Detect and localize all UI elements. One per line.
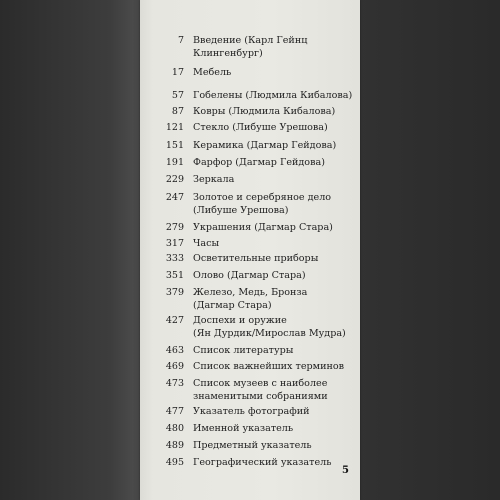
toc-page-number: 480 [165,423,184,434]
toc-title: Список важнейших терминов [193,361,345,372]
toc-title: Доспехи и оружие (Ян Дурдик/Мирослав Мудра) [193,315,346,339]
toc-title: Список литературы [193,345,294,356]
toc-page-number: 473 [165,378,184,389]
toc-page-number: 495 [165,457,184,468]
toc-title: Список музеев с наиболее знаменитыми собраниями [193,378,328,402]
toc-title: Предметный указатель [193,440,312,451]
toc-page-number: 469 [165,361,184,372]
toc-page-number: 279 [165,222,184,233]
toc-title: Указатель фотографий [193,406,310,417]
toc-page-number: 191 [165,157,184,168]
toc-title: Введение (Карл Гейнц Клингенбург) [193,35,308,59]
toc-page-number: 229 [165,174,184,185]
page-number: 5 [342,465,349,476]
toc-page-number: 489 [165,440,184,451]
toc-page-number: 427 [165,315,184,326]
table-of-contents [140,0,360,500]
toc-page-number: 17 [171,67,184,78]
toc-title: Именной указатель [193,423,294,434]
toc-page-number: 57 [171,90,184,101]
book-page [140,0,360,500]
toc-page-number: 333 [165,253,184,264]
toc-page-number: 247 [165,192,184,203]
toc-page-number: 477 [165,406,184,417]
toc-title: Географический указатель [193,457,332,468]
toc-title: Стекло (Либуше Урешова) [193,122,328,133]
toc-title: Железо, Медь, Бронза (Дагмар Стара) [193,287,308,311]
toc-title: Украшения (Дагмар Стара) [193,222,333,233]
toc-page-number: 379 [165,287,184,298]
toc-page-number: 463 [165,345,184,356]
toc-page-number: 317 [165,238,184,249]
toc-title: Осветительные приборы [193,253,319,264]
toc-title: Фарфор (Дагмар Гейдова) [193,157,325,168]
toc-title: Золотое и серебряное дело (Либуше Урешова) [193,192,332,216]
toc-title: Олово (Дагмар Стара) [193,270,306,281]
toc-title: Ковры (Людмила Кибалова) [193,106,336,117]
toc-title: Мебель [193,67,232,78]
toc-page-number: 121 [165,122,184,133]
toc-title: Зеркала [193,174,235,185]
toc-page-number: 151 [165,140,184,151]
toc-page-number: 7 [177,35,184,46]
toc-title: Часы [193,238,220,249]
toc-page-number: 87 [171,106,184,117]
toc-title: Керамика (Дагмар Гейдова) [193,140,337,151]
toc-title: Гобелены (Людмила Кибалова) [193,90,353,101]
toc-page-number: 351 [165,270,184,281]
